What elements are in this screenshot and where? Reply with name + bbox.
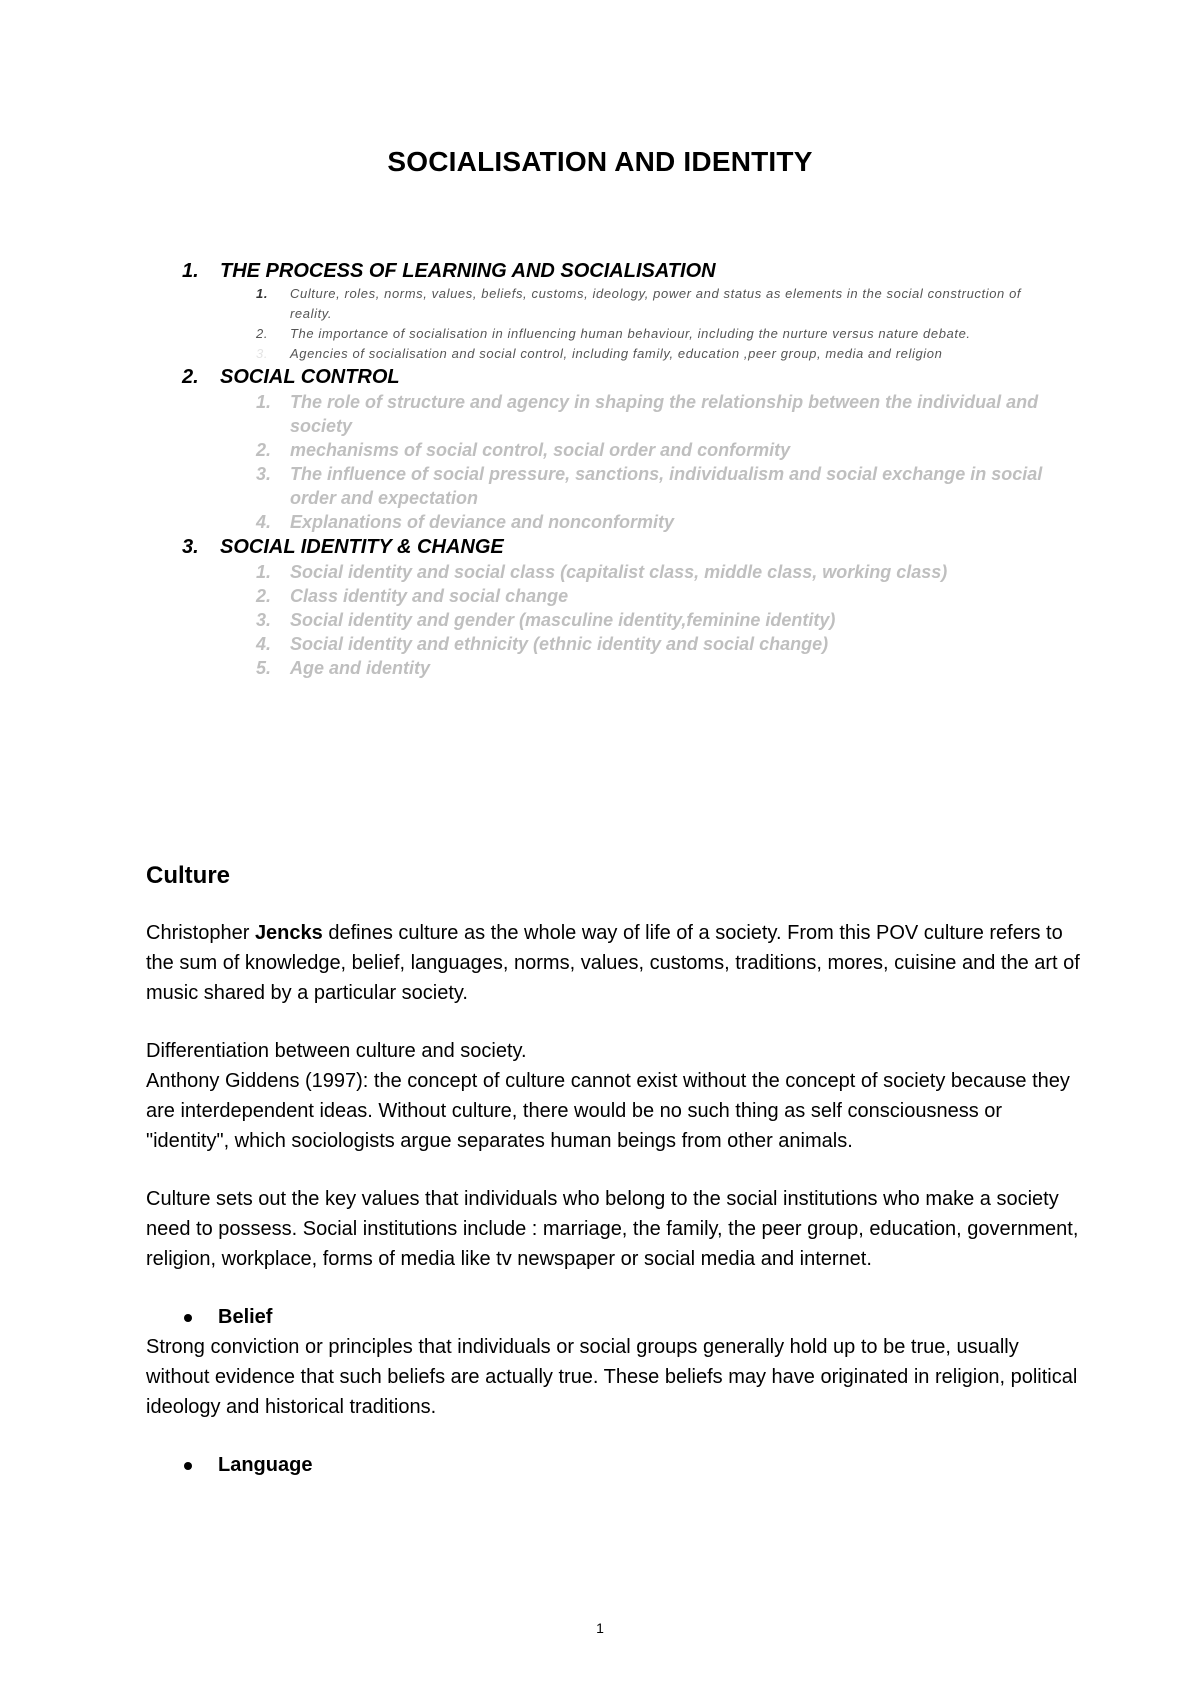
- toc-item-number: 4.: [256, 512, 272, 532]
- toc-item-text: Agencies of socialisation and social control, including family, education ,peer group, media and religion: [290, 346, 943, 361]
- page-number: 1: [596, 1620, 604, 1636]
- toc-item-number: 1.: [256, 392, 272, 412]
- toc-item: [256, 560, 1082, 584]
- text-run: Christopher: [146, 922, 255, 944]
- toc-section-1-items: [256, 284, 1082, 364]
- toc-item: [256, 390, 1082, 438]
- bullet-language: [146, 1450, 1086, 1480]
- toc-item-number: 2.: [256, 440, 272, 460]
- toc-item-text: The influence of social pressure, sanctions, individualism and social exchange in social order and expectation: [290, 464, 1043, 508]
- toc-item: [256, 438, 1082, 462]
- toc-item-text: Class identity and social change: [290, 586, 569, 606]
- toc-item-number: 2.: [256, 326, 269, 341]
- toc-item: [256, 462, 1082, 510]
- toc-item-text: Social identity and ethnicity (ethnic identity and social change): [290, 634, 829, 654]
- toc-item: [256, 656, 1082, 680]
- toc-item: [256, 510, 1082, 534]
- paragraph-belief: Strong conviction or principles that individuals or social groups generally hold up to be true, usually without evidence that such beliefs are actually true. These beliefs may have originated in religion, political ideology and historical traditions.: [146, 1336, 1078, 1418]
- toc-item-text: The importance of socialisation in influencing human behaviour, including the nurture versus nature debate.: [290, 326, 971, 341]
- text-run: Differentiation between culture and society.: [146, 1040, 527, 1062]
- toc-item: [256, 608, 1082, 632]
- page-title: SOCIALISATION AND IDENTITY: [387, 146, 813, 177]
- paragraph-culture-society: [146, 1036, 1086, 1156]
- toc-item-text: Explanations of deviance and nonconformity: [290, 512, 675, 532]
- toc-item-number: 3.: [256, 346, 269, 361]
- text-run: Anthony Giddens (1997): the concept of culture cannot exist without the concept of society because they are interdependent ideas. Without culture, there would be no such thing as self consciousness or "identity", which sociologists argue separates human beings from other animals.: [146, 1070, 1070, 1152]
- toc-item-number: 4.: [256, 634, 272, 654]
- text-run: defines culture as the whole way of life of a society. From this POV culture refers to the sum of knowledge, belief, languages, norms, values, customs, traditions, mores, cuisine and the art of music shared by a particular society.: [146, 922, 1080, 1004]
- toc-section-number: 3.: [182, 536, 199, 558]
- toc-section-1: [182, 258, 1082, 284]
- bold-name-jencks: Jencks: [254, 922, 323, 944]
- toc-item: [256, 324, 1082, 344]
- toc-item-text: Culture, roles, norms, values, beliefs, customs, ideology, power and status as elements in the social construction of reality.: [290, 286, 1022, 321]
- toc-item: [256, 632, 1082, 656]
- bullet-belief: [146, 1302, 1086, 1332]
- toc-item-number: 5.: [256, 658, 272, 678]
- toc-item-text: Age and identity: [290, 658, 431, 678]
- paragraph-social-institutions: Culture sets out the key values that individuals who belong to the social institutions who make a society need to possess. Social institutions include : marriage, the family, the peer group, education, government, religion, workplace, forms of media like tv newspaper or social media and internet.: [146, 1188, 1079, 1270]
- bullet-label: Language: [218, 1454, 313, 1476]
- bullet-label: Belief: [218, 1306, 273, 1328]
- toc-section-number: 2.: [182, 366, 199, 388]
- toc-section-3: [182, 534, 1082, 560]
- toc-section-title: SOCIAL IDENTITY & CHANGE: [220, 536, 504, 558]
- toc-section-3-items: [256, 560, 1082, 680]
- toc-item-number: 1.: [256, 562, 272, 582]
- paragraph-culture-definition: [146, 918, 1086, 1008]
- toc-section-2-items: [256, 390, 1082, 534]
- toc-item-number: 2.: [256, 586, 272, 606]
- toc-item-text: Social identity and gender (masculine identity,feminine identity): [290, 610, 836, 630]
- bullet-dot-icon: [146, 1302, 218, 1332]
- table-of-contents: [182, 258, 1082, 680]
- toc-item: [256, 344, 1082, 364]
- section-heading-culture: Culture: [146, 862, 230, 889]
- toc-item-number: 3.: [256, 610, 272, 630]
- toc-section-number: 1.: [182, 260, 199, 282]
- bullet-dot-icon: [146, 1450, 218, 1480]
- toc-item: [256, 584, 1082, 608]
- toc-item-number: 3.: [256, 464, 272, 484]
- toc-item-number: 1.: [256, 286, 269, 301]
- toc-item-text: The role of structure and agency in shaping the relationship between the individual and society: [290, 392, 1039, 436]
- toc-section-title: SOCIAL CONTROL: [220, 366, 400, 388]
- toc-item-text: mechanisms of social control, social order and conformity: [290, 440, 791, 460]
- toc-item: [256, 284, 1082, 324]
- toc-section-title: THE PROCESS OF LEARNING AND SOCIALISATION: [220, 260, 716, 282]
- body-content: [146, 862, 1086, 1480]
- toc-item-text: Social identity and social class (capitalist class, middle class, working class): [290, 562, 948, 582]
- toc-section-2: [182, 364, 1082, 390]
